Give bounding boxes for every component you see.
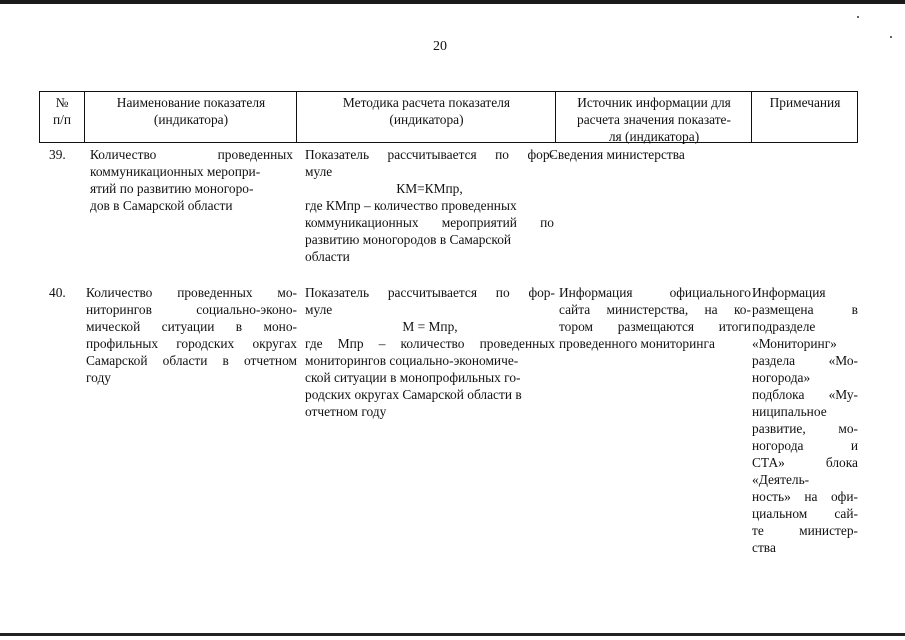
row-39-indicator-name: Количество проведенных коммуникационных меропри- ятий по развитию моногоро- дов в Самарской области [90,147,293,213]
row-40-number: 40. [49,285,66,300]
scan-speck [890,36,892,38]
page-number: 20 [433,39,447,54]
scan-speck [857,16,859,18]
row-40-formula: М = Мпр, [402,319,458,334]
header-method: Методика расчета показателя (индикатора) [342,95,511,127]
header-divider [857,92,858,142]
header-notes: Примечания [769,95,841,110]
header-source: Источник информации для расчета значения показате- ля (индикатора) [577,95,731,144]
row-39-source: Сведения министерства [549,147,685,162]
row-40-indicator-name: Количество проведенных мо- ниторингов социально-эконо- мической ситуации в моно- профильных городских округах Самарской области в отчетном году [86,285,297,385]
row-40-notes: Информация размещена в подразделе «Мониторинг» раздела «Мо- ногорода» подблока «Му- ниципальное развитие, мо- ногорода и СТА» блока «Деятель- ность» на офи- циальном сай- те министер- ства [752,285,858,555]
row-40-method: Показатель рассчитывается по фор- муле М = Мпр, где Мпр – количество проведенных мониторингов социально-экономиче- ской ситуации в монопрофильных го- родских округах Самарской области в отчетном году [305,285,555,419]
header-number: № п/п [52,95,72,127]
scan-top-edge [0,0,905,4]
row-39-formula: КМ=КМпр, [396,181,463,196]
row-39-number: 39. [49,147,66,162]
scan-bottom-edge [0,633,905,636]
row-40-source: Информация официального сайта министерства, на ко- тором размещаются итоги проведенного мониторинга [559,285,751,351]
header-indicator-name: Наименование показателя (индикатора) [116,95,266,127]
table-header [39,91,858,143]
row-39-method: Показатель рассчитывается по фор- муле КМ=КМпр, где КМпр – количество проведенных коммуникационных мероприятий по развитию моногородов в Самарской области [305,147,554,264]
